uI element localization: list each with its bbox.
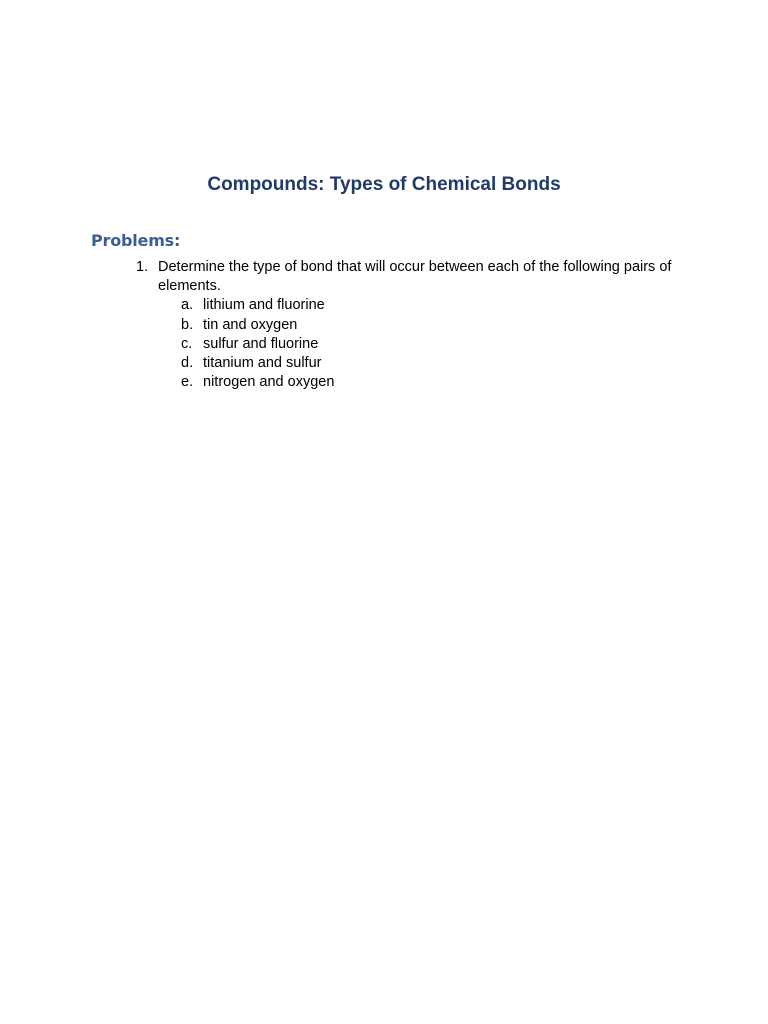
list-item — [181, 335, 696, 354]
problem-number: 1. — [136, 259, 149, 275]
page-title: Compounds: Types of Chemical Bonds — [207, 174, 561, 195]
sub-item-text: nitrogen and oxygen — [203, 374, 335, 391]
sub-item-letter: b. — [181, 316, 194, 333]
sub-item-letter: d. — [181, 355, 194, 372]
list-item — [181, 296, 696, 315]
sub-item-text: sulfur and fluorine — [203, 335, 319, 352]
sub-item-list — [181, 296, 696, 392]
problem-text: Determine the type of bond that will occur between each of the following pairs of elements. — [158, 259, 672, 295]
sub-item-letter: e. — [181, 374, 194, 391]
sub-item-text: tin and oxygen — [203, 316, 298, 333]
sub-item-text: titanium and sulfur — [203, 355, 322, 372]
section-heading-problems: Problems: — [91, 231, 181, 250]
list-item — [181, 373, 696, 392]
sub-item-letter: c. — [181, 335, 193, 352]
problem-item — [136, 258, 696, 392]
list-item — [181, 316, 696, 335]
sub-item-letter: a. — [181, 297, 194, 314]
list-item — [181, 354, 696, 373]
sub-item-text: lithium and fluorine — [203, 297, 325, 314]
problem-list — [136, 258, 696, 392]
